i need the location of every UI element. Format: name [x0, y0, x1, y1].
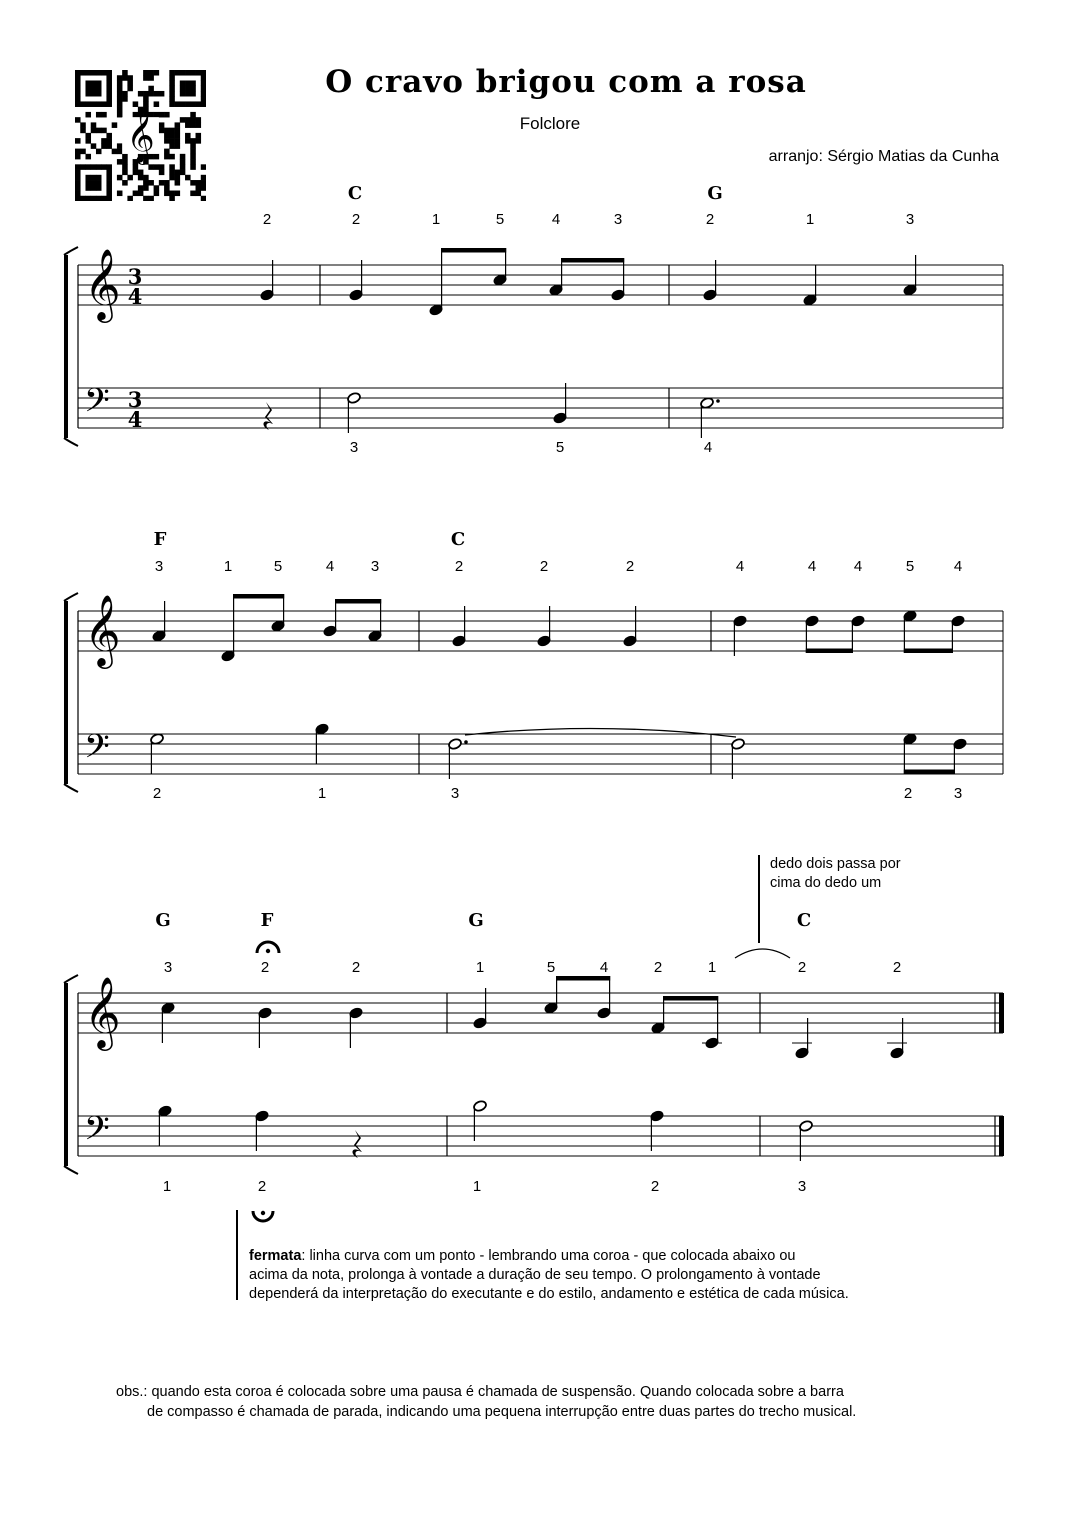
bracket-hook	[64, 975, 78, 983]
final-barline-thick	[999, 1116, 1004, 1156]
beam	[663, 996, 718, 1001]
quarter-rest	[352, 1130, 362, 1158]
finger-crossing-slur	[735, 949, 790, 958]
treble-fingering: 4	[551, 211, 561, 228]
chord-symbol: C	[796, 910, 812, 931]
treble-fingering: 3	[370, 558, 380, 575]
treble-fingering: 3	[905, 211, 915, 228]
beam	[904, 649, 953, 654]
bass-fingering: 1	[317, 785, 327, 802]
treble-fingering: 4	[325, 558, 335, 575]
beam	[441, 248, 506, 253]
treble-fingering: 1	[223, 558, 233, 575]
treble-fingering: 2	[705, 211, 715, 228]
bass-fingering: 3	[450, 785, 460, 802]
beam	[806, 649, 853, 654]
chord-symbol: F	[153, 529, 167, 550]
fermata-definition-text: : linha curva com um ponto - lembrando uma coroa - que colocada abaixo ou	[301, 1248, 796, 1264]
treble-fingering: 1	[431, 211, 441, 228]
final-barline-thick	[999, 993, 1004, 1033]
bass-fingering: 2	[903, 785, 913, 802]
fermata-term: fermata	[249, 1248, 302, 1264]
treble-fingering: 2	[625, 558, 635, 575]
treble-fingering: 4	[735, 558, 745, 575]
treble-fingering: 5	[273, 558, 283, 575]
treble-fingering: 2	[797, 959, 807, 976]
treble-fingering: 3	[163, 959, 173, 976]
treble-clef-icon: 𝄞	[126, 107, 155, 163]
bass-clef-icon: 𝄢	[84, 728, 110, 774]
time-signature-bottom: 4	[127, 284, 143, 309]
chord-symbol: G	[707, 183, 723, 204]
treble-fingering: 2	[260, 959, 270, 976]
fermata-definition	[249, 1247, 969, 1304]
time-signature-top: 3	[127, 264, 143, 289]
chord-symbol: F	[260, 910, 274, 931]
bass-fingering: 1	[472, 1178, 482, 1195]
observation-line-1: obs.: quando esta coroa é colocada sobre uma pausa é chamada de suspensão. Quando colocada sobre a barra	[116, 1384, 844, 1400]
finger-crossing-note	[770, 855, 901, 893]
bass-fingering: 3	[797, 1178, 807, 1195]
chord-symbol: C	[450, 529, 466, 550]
finger-note-pointer	[758, 855, 760, 943]
chord-symbol: G	[155, 910, 171, 931]
treble-fingering: 4	[807, 558, 817, 575]
treble-fingering: 1	[475, 959, 485, 976]
fermata-note-pointer	[236, 1210, 238, 1300]
chord-symbol: C	[347, 183, 363, 204]
bass-fingering: 1	[162, 1178, 172, 1195]
treble-clef-icon: 𝄞	[84, 247, 121, 320]
fermata-definition-line-2: acima da nota, prolonga à vontade a duração de seu tempo. O prolongamento à vontade	[249, 1267, 821, 1283]
treble-fingering: 3	[613, 211, 623, 228]
fermata-dot	[261, 1211, 265, 1215]
quarter-rest	[263, 402, 273, 430]
treble-fingering: 2	[653, 959, 663, 976]
bass-fingering: 3	[953, 785, 963, 802]
bracket-hook	[64, 438, 78, 446]
treble-fingering: 4	[953, 558, 963, 575]
beam	[561, 258, 624, 263]
bracket-hook	[64, 247, 78, 255]
beam	[233, 594, 284, 599]
bass-fingering: 3	[349, 439, 359, 456]
fermata-definition-line-1	[249, 1247, 969, 1266]
observation-note	[116, 1382, 996, 1422]
system-2	[64, 529, 1003, 802]
arranger-credit: arranjo: Sérgio Matias da Cunha	[768, 148, 999, 165]
bass-fingering: 2	[257, 1178, 267, 1195]
page-title: O cravo brigou com a rosa	[325, 64, 807, 100]
bass-fingering: 2	[650, 1178, 660, 1195]
beam	[904, 770, 955, 775]
time-signature-top: 3	[127, 387, 143, 412]
bass-clef-icon: 𝄢	[84, 382, 110, 428]
treble-fingering: 2	[892, 959, 902, 976]
fermata-definition-line-3: dependerá da interpretação do executante e do estilo, andamento e estética de cada música.	[249, 1286, 849, 1302]
treble-fingering: 3	[154, 558, 164, 575]
treble-fingering: 4	[599, 959, 609, 976]
time-signature-bottom: 4	[127, 407, 143, 432]
genre-label: Folclore	[519, 114, 581, 133]
treble-clef-icon: 𝄞	[84, 975, 121, 1048]
observation-line-2: de compasso é chamada de parada, indicando uma pequena interrupção entre duas partes do trecho musical.	[147, 1404, 857, 1420]
treble-fingering: 2	[454, 558, 464, 575]
treble-fingering: 4	[853, 558, 863, 575]
system-1	[64, 183, 1003, 456]
augmentation-dot	[464, 740, 468, 744]
treble-fingering: 5	[495, 211, 505, 228]
treble-clef-icon: 𝄞	[84, 593, 121, 666]
system-3	[64, 910, 1004, 1221]
beam	[335, 599, 381, 604]
treble-fingering: 2	[351, 959, 361, 976]
bracket-hook	[64, 784, 78, 792]
bass-fingering: 2	[152, 785, 162, 802]
treble-fingering: 5	[546, 959, 556, 976]
treble-fingering: 2	[262, 211, 272, 228]
treble-fingering: 2	[351, 211, 361, 228]
chord-symbol: G	[468, 910, 484, 931]
treble-fingering: 2	[539, 558, 549, 575]
fermata-dot	[266, 949, 270, 953]
beam	[556, 976, 610, 981]
tie	[465, 728, 736, 737]
treble-fingering: 5	[905, 558, 915, 575]
finger-note-line-2: cima do dedo um	[770, 875, 882, 891]
bass-clef-icon: 𝄢	[84, 1110, 110, 1156]
treble-fingering: 1	[707, 959, 717, 976]
augmentation-dot	[716, 399, 720, 403]
treble-fingering: 1	[805, 211, 815, 228]
bass-fingering: 4	[703, 439, 713, 456]
bass-fingering: 5	[555, 439, 565, 456]
bracket-hook	[64, 593, 78, 601]
bracket-hook	[64, 1166, 78, 1174]
finger-note-line-1: dedo dois passa por	[770, 856, 901, 872]
